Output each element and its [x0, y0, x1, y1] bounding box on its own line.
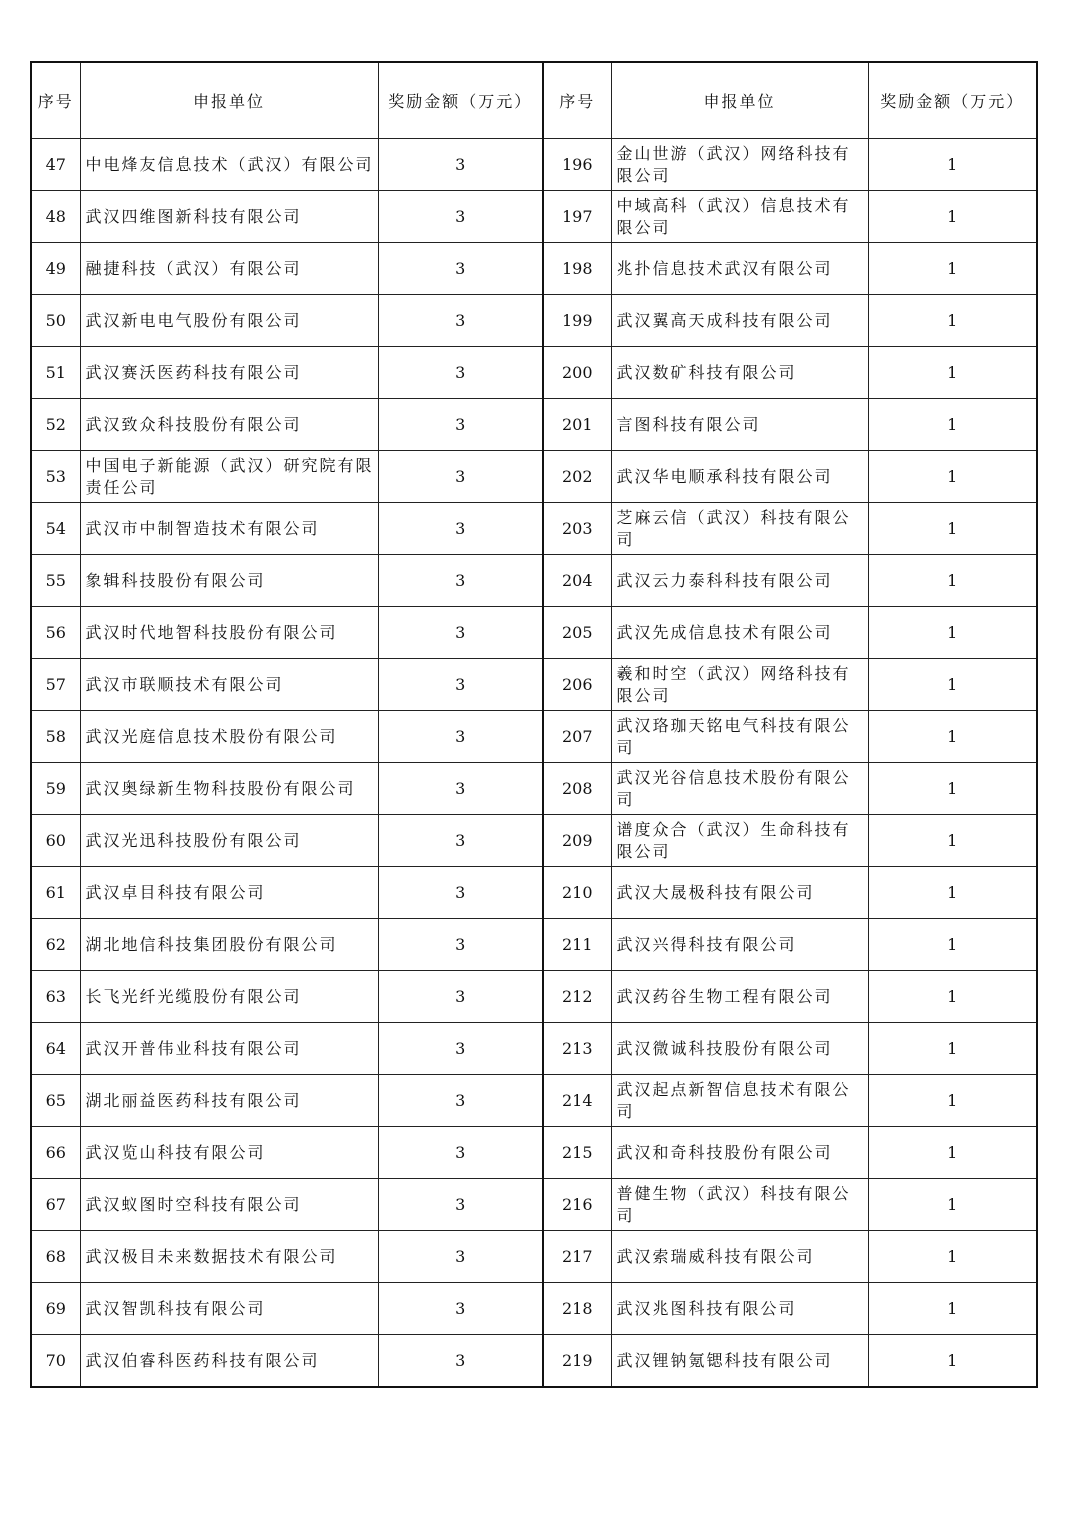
- cell-index-left: 65: [31, 1075, 80, 1127]
- cell-amount-right: 1: [868, 191, 1037, 243]
- cell-amount-right: 1: [868, 1283, 1037, 1335]
- cell-amount-left: 3: [378, 1335, 543, 1388]
- table-row: [31, 399, 1037, 451]
- cell-org-right: 羲和时空（武汉）网络科技有限公司: [611, 659, 868, 711]
- cell-amount-left: 3: [378, 1231, 543, 1283]
- cell-index-right: 197: [543, 191, 611, 243]
- cell-amount-left: 3: [378, 1127, 543, 1179]
- cell-amount-left: 3: [378, 919, 543, 971]
- cell-amount-left: 3: [378, 867, 543, 919]
- cell-amount-left: 3: [378, 971, 543, 1023]
- cell-index-right: 200: [543, 347, 611, 399]
- award-table: [30, 61, 1038, 1388]
- cell-org-right: 谱度众合（武汉）生命科技有限公司: [611, 815, 868, 867]
- cell-index-left: 55: [31, 555, 80, 607]
- cell-org-left: 武汉赛沃医药科技有限公司: [80, 347, 378, 399]
- cell-org-left: 融捷科技（武汉）有限公司: [80, 243, 378, 295]
- cell-index-left: 51: [31, 347, 80, 399]
- cell-org-left: 中电烽友信息技术（武汉）有限公司: [80, 139, 378, 191]
- cell-amount-left: 3: [378, 815, 543, 867]
- cell-org-right: 武汉锂钠氪锶科技有限公司: [611, 1335, 868, 1388]
- table-row: [31, 243, 1037, 295]
- cell-index-right: 213: [543, 1023, 611, 1075]
- cell-index-right: 203: [543, 503, 611, 555]
- cell-index-left: 64: [31, 1023, 80, 1075]
- cell-amount-left: 3: [378, 1283, 543, 1335]
- table-row: [31, 659, 1037, 711]
- cell-org-left: 湖北地信科技集团股份有限公司: [80, 919, 378, 971]
- table-row: [31, 867, 1037, 919]
- cell-org-right: 兆扑信息技术武汉有限公司: [611, 243, 868, 295]
- header-amount-right: 奖励金额（万元）: [868, 62, 1037, 139]
- cell-org-right: 武汉起点新智信息技术有限公司: [611, 1075, 868, 1127]
- cell-index-right: 206: [543, 659, 611, 711]
- cell-index-right: 215: [543, 1127, 611, 1179]
- cell-org-left: 武汉极目未来数据技术有限公司: [80, 1231, 378, 1283]
- cell-amount-left: 3: [378, 607, 543, 659]
- table-row: [31, 1127, 1037, 1179]
- cell-org-left: 武汉卓目科技有限公司: [80, 867, 378, 919]
- cell-org-left: 武汉四维图新科技有限公司: [80, 191, 378, 243]
- cell-amount-right: 1: [868, 451, 1037, 503]
- table-row: [31, 1179, 1037, 1231]
- cell-amount-right: 1: [868, 555, 1037, 607]
- cell-amount-left: 3: [378, 1023, 543, 1075]
- cell-index-left: 53: [31, 451, 80, 503]
- table-row: [31, 555, 1037, 607]
- cell-amount-left: 3: [378, 555, 543, 607]
- table-row: [31, 503, 1037, 555]
- cell-index-left: 52: [31, 399, 80, 451]
- cell-org-left: 武汉光庭信息技术股份有限公司: [80, 711, 378, 763]
- cell-index-right: 202: [543, 451, 611, 503]
- cell-amount-right: 1: [868, 139, 1037, 191]
- table-header-row: [31, 62, 1037, 139]
- cell-amount-left: 3: [378, 503, 543, 555]
- cell-index-left: 48: [31, 191, 80, 243]
- table-row: [31, 1335, 1037, 1388]
- cell-org-left: 湖北丽益医药科技有限公司: [80, 1075, 378, 1127]
- table-row: [31, 347, 1037, 399]
- header-org-left: 申报单位: [80, 62, 378, 139]
- cell-amount-right: 1: [868, 503, 1037, 555]
- cell-index-left: 50: [31, 295, 80, 347]
- cell-index-left: 56: [31, 607, 80, 659]
- table-row: [31, 1231, 1037, 1283]
- cell-org-right: 武汉先成信息技术有限公司: [611, 607, 868, 659]
- cell-index-right: 205: [543, 607, 611, 659]
- cell-amount-right: 1: [868, 763, 1037, 815]
- cell-index-left: 61: [31, 867, 80, 919]
- cell-index-left: 66: [31, 1127, 80, 1179]
- cell-index-left: 62: [31, 919, 80, 971]
- cell-org-right: 武汉大晟极科技有限公司: [611, 867, 868, 919]
- cell-org-left: 长飞光纤光缆股份有限公司: [80, 971, 378, 1023]
- cell-index-right: 216: [543, 1179, 611, 1231]
- cell-amount-right: 1: [868, 1231, 1037, 1283]
- cell-org-left: 武汉市中制智造技术有限公司: [80, 503, 378, 555]
- table-row: [31, 451, 1037, 503]
- cell-org-right: 武汉药谷生物工程有限公司: [611, 971, 868, 1023]
- cell-index-right: 208: [543, 763, 611, 815]
- cell-index-right: 198: [543, 243, 611, 295]
- cell-org-right: 武汉珞珈天铭电气科技有限公司: [611, 711, 868, 763]
- cell-index-right: 209: [543, 815, 611, 867]
- cell-org-right: 武汉和奇科技股份有限公司: [611, 1127, 868, 1179]
- cell-org-left: 武汉光迅科技股份有限公司: [80, 815, 378, 867]
- cell-index-left: 68: [31, 1231, 80, 1283]
- cell-index-left: 58: [31, 711, 80, 763]
- cell-org-right: 普健生物（武汉）科技有限公司: [611, 1179, 868, 1231]
- cell-index-right: 204: [543, 555, 611, 607]
- cell-index-right: 201: [543, 399, 611, 451]
- cell-amount-right: 1: [868, 607, 1037, 659]
- cell-index-left: 57: [31, 659, 80, 711]
- cell-org-right: 金山世游（武汉）网络科技有限公司: [611, 139, 868, 191]
- cell-org-right: 武汉华电顺承科技有限公司: [611, 451, 868, 503]
- cell-index-right: 210: [543, 867, 611, 919]
- cell-amount-right: 1: [868, 1023, 1037, 1075]
- cell-amount-left: 3: [378, 659, 543, 711]
- header-amount-left: 奖励金额（万元）: [378, 62, 543, 139]
- cell-org-left: 武汉蚁图时空科技有限公司: [80, 1179, 378, 1231]
- cell-index-right: 211: [543, 919, 611, 971]
- cell-org-right: 中域高科（武汉）信息技术有限公司: [611, 191, 868, 243]
- cell-amount-right: 1: [868, 919, 1037, 971]
- table-row: [31, 711, 1037, 763]
- cell-index-right: 212: [543, 971, 611, 1023]
- header-org-right: 申报单位: [611, 62, 868, 139]
- cell-amount-left: 3: [378, 451, 543, 503]
- cell-amount-right: 1: [868, 815, 1037, 867]
- cell-org-left: 象辑科技股份有限公司: [80, 555, 378, 607]
- cell-amount-right: 1: [868, 295, 1037, 347]
- cell-amount-right: 1: [868, 659, 1037, 711]
- cell-index-right: 218: [543, 1283, 611, 1335]
- cell-org-right: 武汉翼高天成科技有限公司: [611, 295, 868, 347]
- cell-org-left: 武汉致众科技股份有限公司: [80, 399, 378, 451]
- cell-amount-left: 3: [378, 139, 543, 191]
- cell-org-left: 武汉伯睿科医药科技有限公司: [80, 1335, 378, 1388]
- cell-org-right: 武汉光谷信息技术股份有限公司: [611, 763, 868, 815]
- cell-index-left: 63: [31, 971, 80, 1023]
- cell-amount-left: 3: [378, 191, 543, 243]
- cell-amount-left: 3: [378, 763, 543, 815]
- cell-index-right: 199: [543, 295, 611, 347]
- cell-org-right: 武汉数矿科技有限公司: [611, 347, 868, 399]
- table-row: [31, 607, 1037, 659]
- header-index-left: 序号: [31, 62, 80, 139]
- table-row: [31, 1023, 1037, 1075]
- cell-index-left: 70: [31, 1335, 80, 1388]
- cell-amount-right: 1: [868, 711, 1037, 763]
- table-row: [31, 139, 1037, 191]
- cell-org-right: 武汉兴得科技有限公司: [611, 919, 868, 971]
- cell-org-left: 武汉时代地智科技股份有限公司: [80, 607, 378, 659]
- cell-amount-left: 3: [378, 399, 543, 451]
- cell-index-left: 67: [31, 1179, 80, 1231]
- cell-org-left: 中国电子新能源（武汉）研究院有限责任公司: [80, 451, 378, 503]
- cell-index-right: 217: [543, 1231, 611, 1283]
- cell-amount-right: 1: [868, 243, 1037, 295]
- cell-index-right: 219: [543, 1335, 611, 1388]
- cell-index-left: 59: [31, 763, 80, 815]
- table-row: [31, 919, 1037, 971]
- table-row: [31, 295, 1037, 347]
- cell-org-left: 武汉新电电气股份有限公司: [80, 295, 378, 347]
- cell-amount-left: 3: [378, 1075, 543, 1127]
- cell-index-left: 54: [31, 503, 80, 555]
- cell-org-right: 武汉兆图科技有限公司: [611, 1283, 868, 1335]
- cell-amount-right: 1: [868, 1127, 1037, 1179]
- cell-org-left: 武汉览山科技有限公司: [80, 1127, 378, 1179]
- cell-amount-right: 1: [868, 1335, 1037, 1388]
- cell-org-right: 芝麻云信（武汉）科技有限公司: [611, 503, 868, 555]
- cell-index-right: 196: [543, 139, 611, 191]
- cell-amount-left: 3: [378, 295, 543, 347]
- cell-org-right: 武汉云力泰科科技有限公司: [611, 555, 868, 607]
- cell-amount-right: 1: [868, 971, 1037, 1023]
- table-row: [31, 1075, 1037, 1127]
- cell-index-left: 60: [31, 815, 80, 867]
- cell-amount-left: 3: [378, 347, 543, 399]
- cell-amount-right: 1: [868, 347, 1037, 399]
- table-row: [31, 1283, 1037, 1335]
- cell-amount-right: 1: [868, 1179, 1037, 1231]
- cell-org-left: 武汉市联顺技术有限公司: [80, 659, 378, 711]
- cell-index-left: 49: [31, 243, 80, 295]
- cell-org-right: 武汉索瑞威科技有限公司: [611, 1231, 868, 1283]
- cell-index-left: 47: [31, 139, 80, 191]
- cell-amount-left: 3: [378, 1179, 543, 1231]
- table-row: [31, 763, 1037, 815]
- cell-amount-left: 3: [378, 711, 543, 763]
- cell-amount-right: 1: [868, 867, 1037, 919]
- cell-org-right: 武汉微诚科技股份有限公司: [611, 1023, 868, 1075]
- cell-index-right: 207: [543, 711, 611, 763]
- cell-index-right: 214: [543, 1075, 611, 1127]
- cell-amount-left: 3: [378, 243, 543, 295]
- table-row: [31, 815, 1037, 867]
- header-index-right: 序号: [543, 62, 611, 139]
- table-row: [31, 971, 1037, 1023]
- cell-amount-right: 1: [868, 1075, 1037, 1127]
- cell-org-left: 武汉智凯科技有限公司: [80, 1283, 378, 1335]
- table-row: [31, 191, 1037, 243]
- cell-index-left: 69: [31, 1283, 80, 1335]
- cell-org-left: 武汉奥绿新生物科技股份有限公司: [80, 763, 378, 815]
- cell-amount-right: 1: [868, 399, 1037, 451]
- cell-org-left: 武汉开普伟业科技有限公司: [80, 1023, 378, 1075]
- cell-org-right: 言图科技有限公司: [611, 399, 868, 451]
